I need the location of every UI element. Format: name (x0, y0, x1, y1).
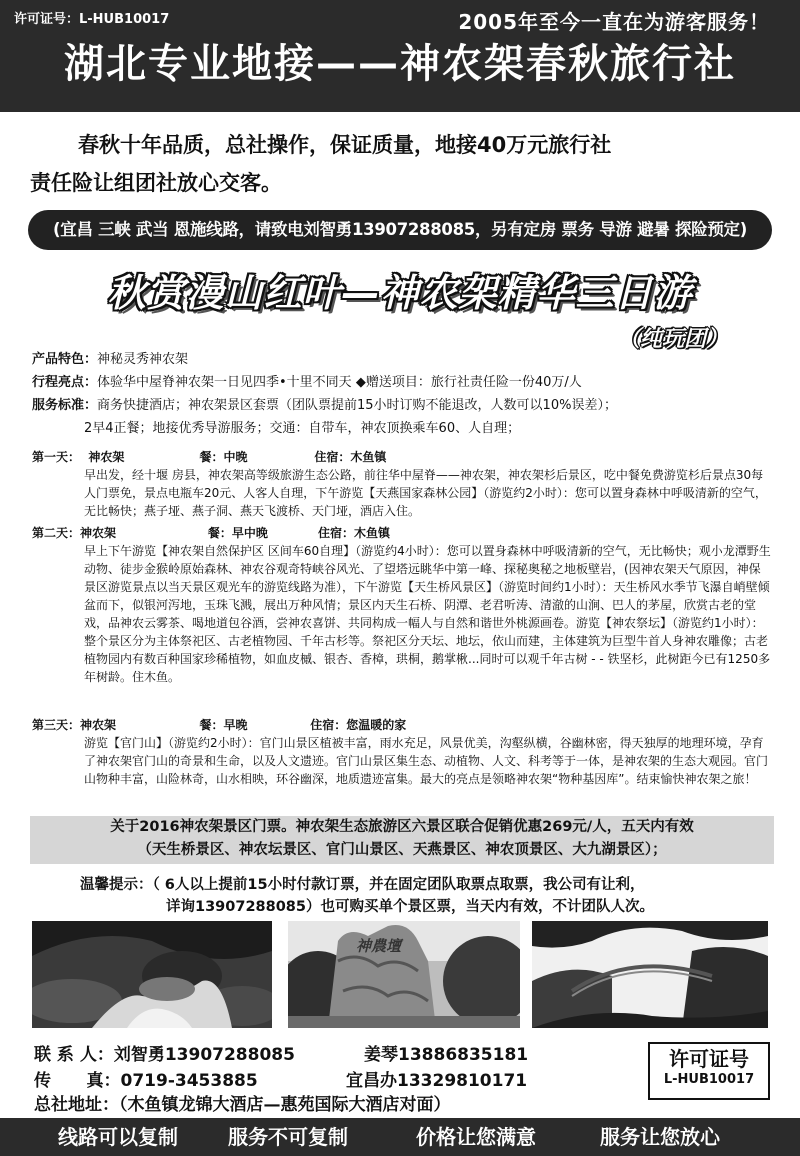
promo-line-1: 关于2016神农架景区门票。神农架生态旅游区六景区联合促销优惠269元/人，五天内有效 (110, 819, 694, 835)
contact-yichang: 宜昌办13329810171 (346, 1071, 528, 1091)
day-body: 早出发，经十堰 房县，神农架高等级旅游生态公路，前往华中屋脊——神农架，神农架杉后景区，吃中餐免费游览杉后景点30每人门票免，景点电瓶车20元、人客人自理，下午游览【天燕国家森林公园】（游览约2小时）：您可以置身森林中呼吸清新的空气，无比畅快；燕子垭、燕子洞、燕天飞渡桥、天门垭，酒店入住。 (84, 468, 767, 518)
day-header: 第二天：神农架 餐：早中晚 住宿：木鱼镇 (32, 526, 391, 540)
footer-slogan-2: 服务不可复制 (228, 1125, 348, 1149)
footer-slogan-4: 服务让您放心 (600, 1125, 720, 1149)
feature-highlight: 行程亮点：体验华中屋脊神农架一日见四季•十里不同天 ◆赠送项目：旅行社责任险一份40万/人 (32, 375, 582, 390)
route-bar: (宜昌 三峡 武当 恩施线路，请致电刘智勇13907288085，另有定房 票务 导游 避暑 探险预定) (28, 210, 772, 250)
license-box (648, 1042, 770, 1100)
license-box-title: 许可证号 (669, 1047, 749, 1071)
day-body: 游览【官门山】（游览约2小时）：官门山景区植被丰富，雨水充足，风景优美，沟壑纵横，谷幽林密，得天独厚的地理环境，孕育了神农架官门山的奇景和生命，以及人文遗迹。官门山景区集生态、动植物、人文、科考等于一体，是神农架的生态大观园。官门山物种丰富，山险林奇，山水相映，环谷幽深，地质遗迹富集。最大的亮点是领略神农架“物种基因库”。结束愉快神农架之旅！ (84, 736, 769, 786)
intro-line-1: 春秋十年品质，总社操作，保证质量，地接40万元旅行社 (78, 133, 612, 157)
intro-text (30, 126, 780, 202)
contact-person: 联 系 人：刘智勇13907288085 (34, 1045, 295, 1065)
license-box-number: L-HUB10017 (663, 1072, 755, 1087)
tips-line-2: 详询13907288085）也可购买单个景区票，当天内有效，不计团队人次。 (166, 899, 654, 915)
photo-bridge (532, 921, 768, 1028)
tour-subtitle: （纯玩团） (618, 327, 729, 352)
day-body: 早上下午游览【神农架自然保护区 区间车60自理】（游览约4小时）：您可以置身森林中呼吸清新的空气，无比畅快；观小龙潭野生动物、徒步金猴岭原始森林、神农谷观奇特峡谷风光、了望塔远眺华中第一峰、探秘奥秘之地板壁岩，(因神农架天气原因，神保景区游览景点以当天景区观光车的游览线路为准），下午游览【天生桥风景区】（游览时间约1小时）：天生桥风水季节飞瀑自峭壁倾盆而下，似银河泻地，玉珠飞溅，展出万种风情；景区内天生石桥、阴潭、老君听涛、清澈的山涧、巴人的茅屋，欣赏古老的堂戏，品神农云雾茶、喝地道包谷酒，尝神农喜饼、共同构成一幅人与自然和谐世外桃源画卷。游览【神农祭坛】（游览约1小时）：整个景区分为主体祭祀区、古老植物园、千年古杉等。祭祀区分天坛、地坛，依山而建，主体建筑为巨型牛首人身神农雕像；古老植物园内有数百种国家珍稀植物，如血皮槭、银杏、香樟，珙桐，鹅掌楸...同时可以观千年古树 - - 铁坚杉，此树距今已有1250多年树龄。住木鱼。 (84, 544, 771, 684)
tips-line-1: 温馨提示：（ 6人以上提前15小时付款订票，并在固定团队取票点取票，我公司有让利， (80, 877, 645, 893)
day-header: 第一天： 神农架 餐：中晚 住宿：木鱼镇 (32, 450, 387, 464)
feature-product: 产品特色：神秘灵秀神农架 (32, 352, 189, 367)
since-slogan: 2005年至今一直在为游客服务！ (458, 10, 770, 34)
day-2 (32, 524, 772, 686)
footer-bar (0, 1118, 800, 1156)
feature-service: 服务标准：商务快捷酒店；神农架景区套票（团队票提前15小时订购不能退改，人数可以10%误差）； (32, 398, 617, 413)
tips (80, 874, 780, 918)
agency-title: 湖北专业地接——神农架春秋旅行社 (64, 41, 736, 87)
tour-title: 秋赏漫山红叶—神农架精华三日游 (107, 271, 693, 315)
altar-inscription: 神農壇 (356, 937, 402, 955)
promo-box (30, 816, 774, 864)
day-3 (32, 716, 772, 788)
intro-line-2: 责任险让组团社放心交客。 (30, 171, 282, 195)
contact-address: 总社地址：（木鱼镇龙锦大酒店—惠苑国际大酒店对面） (34, 1095, 451, 1115)
footer-slogan-3: 价格让您满意 (416, 1125, 536, 1149)
license-top: 许可证号：L-HUB10017 (14, 12, 170, 27)
photo-waterfall (32, 921, 272, 1028)
day-header: 第三天：神农架 餐：早晚 住宿：您温暖的家 (32, 718, 407, 732)
feature-service-cont: 2早4正餐；地接优秀导游服务；交通：自带车，神农顶换乘车60、人自理； (84, 421, 521, 436)
footer-slogan-1: 线路可以复制 (58, 1125, 178, 1149)
contact-fax: 传 真：0719-3453885 (34, 1071, 258, 1091)
photo-altar (288, 921, 520, 1028)
contact-person-2: 姜琴13886835181 (364, 1045, 529, 1065)
day-1 (32, 448, 772, 520)
promo-line-2: （天生桥景区、神农坛景区、官门山景区、天燕景区、神农顶景区、大九湖景区）； (137, 842, 667, 858)
